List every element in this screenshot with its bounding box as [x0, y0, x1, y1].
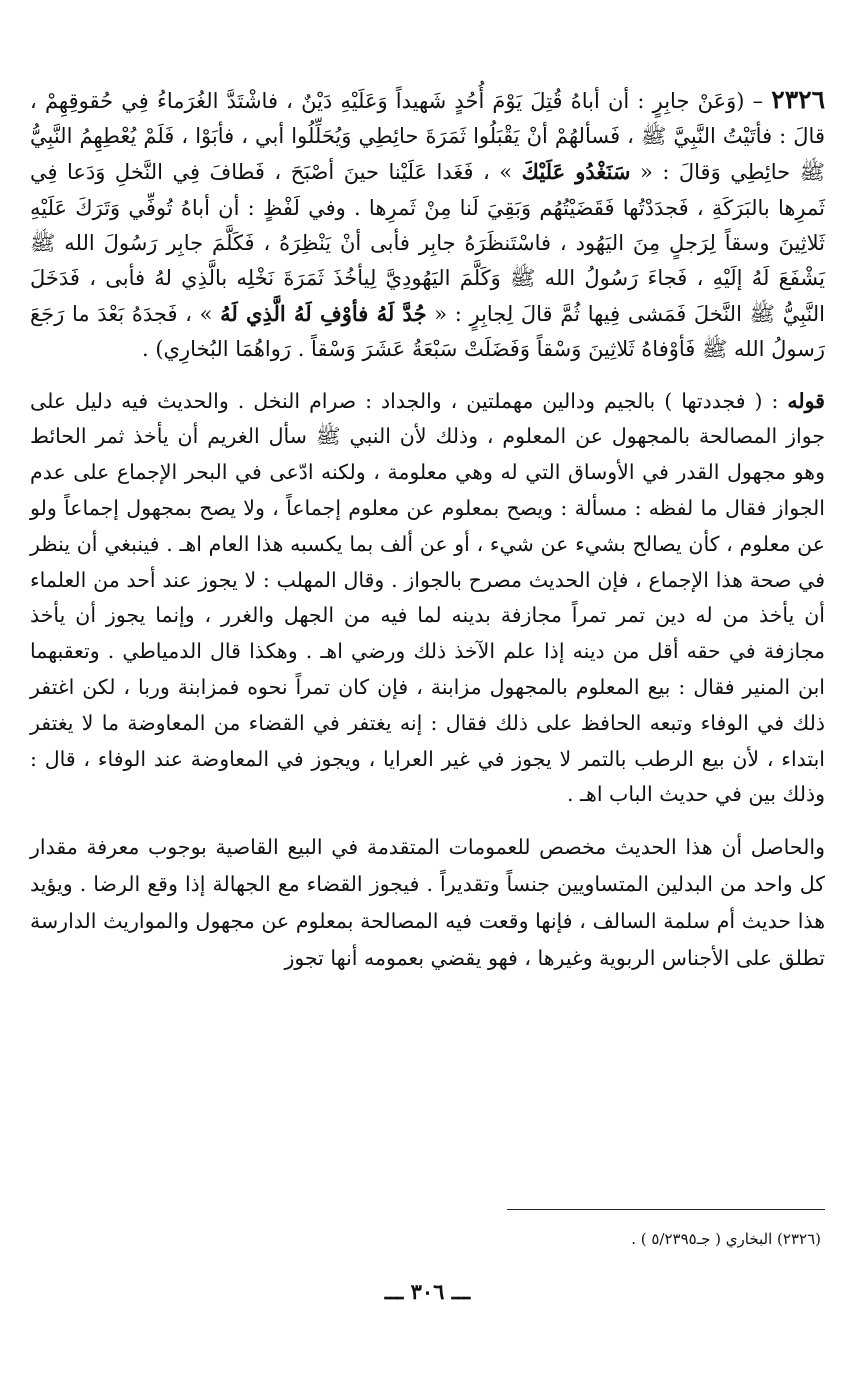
commentary-paragraph — [30, 384, 825, 814]
hadith-paragraph — [30, 82, 825, 368]
hadith-quote-2: جُدَّ لَهُ فأوْفِ لَهُ الَّذِي لَهُ — [220, 301, 427, 327]
page-body — [30, 82, 825, 977]
page-number: ـــ ٣٠٦ ـــ — [384, 1279, 471, 1304]
hadith-number: ٢٣٢٦ — [771, 85, 825, 114]
hadith-text-1: – (وَعَنْ جابِرٍ : أن أباهُ قُتِلَ يَوْمَ أُحُدٍ شَهيداً وَعَلَيْهِ دَيْنٌ ، فاشْتَدَّ الغُرَماءُ فِي حُقوقِهِمْ ، قالَ : فأتَيْتُ النَّبِيَّ ﷺ ، فَسألهُمْ أنْ يَقْبَلُوا ثَمَرَةَ حائِطِي وَيُحَلِّلُوا أبي ، فأبَوْا ، فَلَمْ يُعْطِهِمُ النَّبِيُّ ﷺ حائِطِي وَقالَ : « — [30, 89, 825, 185]
footnote: (٢٣٢٦) البخاري ( جـ٥/٢٣٩٥ ) . — [631, 1230, 821, 1248]
footnote-divider — [507, 1209, 825, 1210]
commentary-lead: قوله — [787, 388, 825, 413]
hadith-quote-1: سَنَغْدُو عَلَيْكَ — [521, 159, 631, 185]
hadith-text-2: » ، فَغَدا عَلَيْنا حينَ أصْبَحَ ، فَطافَ فِي النَّخلِ وَدَعا فِي ثَمرِها بالبَرَكَةِ ، فَجدَدْتُها فَقَضَيْتُهُم وَبَقِيَ لَنا مِنْ ثَمرِها . وفي لَفْظٍ : أن أباهُ تُوفِّي وَتَرَكَ عَلَيْهِ ثَلاثِينَ وسقاً لِرَجلٍ مِنَ اليَهُود ، فاسْتَنظَرَهُ جابِر فأبى أنْ يَنْظِرَهُ ، فَكَلَّمَ جابِر رَسُولَ الله ﷺ يَشْفَعَ لَهُ إلَيْهِ ، فَجاءَ رَسُولُ الله ﷺ وَكَلَّمَ اليَهُودِيَّ لِيأخُذَ ثَمَرَةَ نَخْلِه بالَّذِي لهُ فأبى ، فَدَخَلَ النَّبِيُّ ﷺ النَّخلَ فَمَشى فِيها ثُمَّ قالَ لِجابِرٍ : « — [30, 160, 826, 327]
conclusion-paragraph: والحاصل أن هذا الحديث مخصص للعمومات المتقدمة في البيع القاصية بوجوب معرفة مقدار كل واحد من البدلين المتساويين جنساً وتقديراً . فيجوز القضاء مع الجهالة إذا وقع الرضا . ويؤيد هذا حديث أم سلمة السالف ، فإنها وقعت فيه المصالحة بمعلوم عن مجهول والمواريث الدارسة تطلق على الأجناس الربوية وغيرها ، فهو يقضي بعمومه أنها تجوز — [30, 835, 825, 971]
hadith-text-3: » ، فَجدَهُ بَعْدَ ما رَجَعَ رَسولُ الله ﷺ فَأوْفاهُ ثَلاثِينَ وَسْقاً وَفَضَلَتْ سَبْعَةُ عَشَرَ وَسْقاً . رَواهُمَا البُخارِي) . — [30, 302, 825, 362]
commentary-text: : ( فجددتها ) بالجيم ودالين مهملتين ، والجداد : صرام النخل . والحديث فيه دليل على جواز المصالحة بالمجهول عن المعلوم ، وذلك لأن النبي ﷺ سأل الغريم أن يأخذ ثمر الحائط وهو مجهول القدر في الأوساق التي له وهي معلومة ، ولكنه ادّعى في البحر الإجماع على عدم الجواز فقال ما لفظه : مسألة : ويصح بمعلوم عن معلوم إجماعاً ، ولا يصح بمجهول إجماعاً ولو عن معلوم ، كأن يصالح بشيء عن شيء ، أو عن ألف بما يكسبه هذا العام اهـ . فينبغي أن ينظر في صحة هذا الإجماع ، فإن الحديث مصرح بالجواز . وقال المهلب : لا يجوز عند أحد من العلماء أن يأخذ من له دين تمر تمراً مجازفة بدينه لما فيه من الجهل والغرر ، وإنما يجوز أن يأخذ مجازفة في حقه أقل من دينه إذا علم الآخذ ذلك ورضي اهـ . وهكذا قال الدمياطي . وتعقبهما ابن المنير فقال : بيع المعلوم بالمجهول مزابنة ، فإن كان تمراً نحوه فمزابنة وربا ، لكن اغتفر ذلك في الوفاء وتبعه الحافظ على ذلك فقال : إنه يغتفر في القضاء من المعاوضة ما لا يغتفر ابتداء ، لأن بيع الرطب بالتمر لا يجوز في غير العرايا ، ويجوز في المعاوضة عند الوفاء ، قال : وذلك بين في حديث الباب اهـ . — [30, 388, 825, 807]
